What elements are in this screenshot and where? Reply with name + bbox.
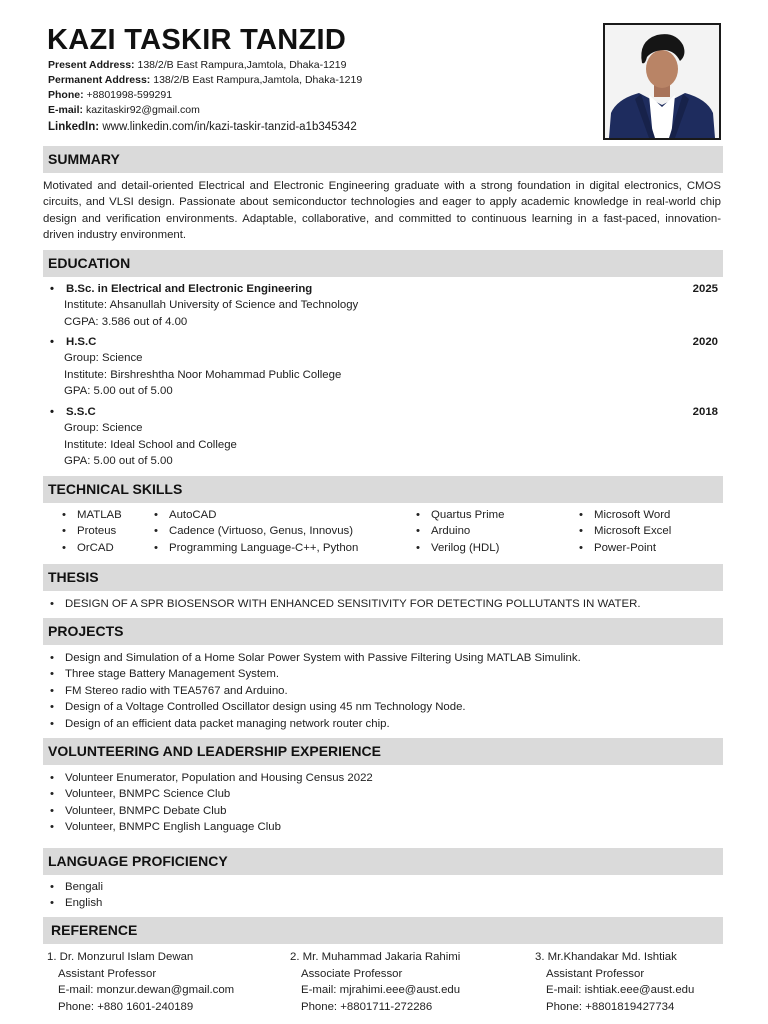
project-label: Three stage Battery Management System. bbox=[65, 668, 279, 681]
present-address-value: 138/2/B East Rampura,Jamtola, Dhaka-1219 bbox=[137, 59, 347, 71]
bullet-icon: • bbox=[50, 598, 54, 610]
reference-phone: Phone: +8801711-272286 bbox=[301, 1000, 433, 1013]
language-label: English bbox=[65, 897, 103, 910]
education-detail: Group: Science bbox=[64, 352, 143, 365]
bullet-icon: • bbox=[154, 541, 158, 554]
bullet-icon: • bbox=[50, 684, 54, 697]
skill-label: Microsoft Word bbox=[594, 509, 671, 521]
project-label: Design of a Voltage Controlled Oscillator design using 45 nm Technology Node. bbox=[65, 701, 466, 714]
skills-heading: TECHNICAL SKILLS bbox=[43, 476, 723, 503]
list-item bbox=[48, 895, 720, 911]
skill-item bbox=[414, 540, 504, 556]
reference-number: 3. bbox=[535, 951, 545, 963]
bullet-icon: • bbox=[50, 804, 54, 817]
skill-label: Proteus bbox=[77, 525, 117, 538]
bullet-icon: • bbox=[50, 668, 54, 681]
list-item bbox=[48, 803, 720, 819]
education-year: 2018 bbox=[692, 406, 718, 418]
present-address-label: Present Address: bbox=[48, 59, 135, 71]
list-item bbox=[48, 650, 720, 666]
bullet-icon: • bbox=[416, 509, 420, 521]
reference-item bbox=[47, 949, 277, 1015]
list-item bbox=[48, 879, 720, 895]
reference-number: 2. bbox=[290, 951, 300, 963]
reference-title: Assistant Professor bbox=[546, 967, 645, 980]
education-degree: B.Sc. in Electrical and Electronic Engineering bbox=[66, 283, 313, 295]
project-label: Design of an efficient data packet managing network router chip. bbox=[65, 717, 390, 730]
skills-column bbox=[60, 507, 122, 556]
bullet-icon: • bbox=[50, 881, 54, 893]
education-detail: Institute: Birshreshtha Noor Mohammad Public College bbox=[64, 368, 342, 381]
phone-label: Phone: bbox=[48, 89, 84, 101]
education-year: 2025 bbox=[692, 283, 718, 295]
list-item bbox=[48, 666, 720, 682]
skill-label: Programming Language-C++, Python bbox=[169, 541, 359, 554]
reference-phone: Phone: +8801819427734 bbox=[546, 1000, 675, 1013]
reference-phone: Phone: +880 1601-240189 bbox=[58, 1000, 194, 1013]
bullet-icon: • bbox=[62, 525, 66, 538]
summary-heading: SUMMARY bbox=[43, 146, 723, 173]
skills-column bbox=[414, 507, 504, 556]
phone-value: +8801998-599291 bbox=[86, 89, 173, 101]
linkedin-link[interactable]: www.linkedin.com/in/kazi-taskir-tanzid-a1b345342 bbox=[102, 121, 357, 133]
skill-item bbox=[577, 507, 671, 523]
skill-label: Microsoft Excel bbox=[594, 525, 672, 538]
bullet-icon: • bbox=[62, 541, 66, 554]
skill-label: MATLAB bbox=[77, 509, 122, 521]
bullet-icon: • bbox=[579, 509, 583, 521]
reference-item bbox=[535, 949, 765, 1015]
bullet-icon: • bbox=[50, 717, 54, 730]
thesis-list bbox=[48, 596, 720, 612]
education-item-header bbox=[48, 334, 720, 350]
bullet-icon: • bbox=[50, 701, 54, 714]
languages-list bbox=[48, 879, 720, 912]
skill-label: Arduino bbox=[431, 525, 471, 538]
email-label: E-mail: bbox=[48, 104, 84, 116]
reference-name: Mr. Muhammad Jakaria Rahimi bbox=[302, 951, 461, 963]
volunteering-label: Volunteer Enumerator, Population and Housing Census 2022 bbox=[65, 772, 373, 784]
skill-item bbox=[577, 540, 671, 556]
reference-name-line bbox=[535, 949, 765, 966]
skill-label: Cadence (Virtuoso, Genus, Innovus) bbox=[169, 525, 354, 538]
skill-item bbox=[414, 507, 504, 523]
email-value[interactable]: kazitaskir92@gmail.com bbox=[85, 104, 200, 116]
phone bbox=[48, 88, 588, 103]
skill-label: Quartus Prime bbox=[431, 509, 505, 521]
education-item bbox=[48, 404, 720, 470]
list-item bbox=[48, 596, 720, 612]
thesis-title: DESIGN OF A SPR BIOSENSOR WITH ENHANCED SENSITIVITY FOR DETECTING POLLUTANTS IN WATER. bbox=[65, 598, 641, 610]
list-item bbox=[48, 819, 720, 835]
volunteering-label: Volunteer, BNMPC English Language Club bbox=[65, 821, 281, 834]
list-item bbox=[48, 786, 720, 802]
bullet-icon: • bbox=[50, 897, 54, 910]
reference-name: Mr.Khandakar Md. Ishtiak bbox=[547, 951, 677, 963]
skills-column bbox=[152, 507, 358, 556]
education-year: 2020 bbox=[692, 336, 718, 348]
skill-label: Power-Point bbox=[594, 541, 657, 554]
skill-item bbox=[577, 523, 671, 539]
list-item bbox=[48, 770, 720, 786]
projects-heading: PROJECTS bbox=[43, 618, 723, 645]
bullet-icon: • bbox=[50, 336, 54, 348]
education-detail: GPA: 5.00 out of 5.00 bbox=[64, 385, 173, 398]
bullet-icon: • bbox=[154, 525, 158, 538]
bullet-icon: • bbox=[50, 652, 54, 664]
bullet-icon: • bbox=[154, 509, 158, 521]
permanent-address bbox=[48, 73, 588, 88]
linkedin-label: LinkedIn: bbox=[48, 121, 100, 133]
skill-label: Verilog (HDL) bbox=[431, 541, 500, 554]
candidate-name: KAZI TASKIR TANZID bbox=[47, 24, 347, 56]
projects-list bbox=[48, 650, 720, 732]
bullet-icon: • bbox=[50, 821, 54, 834]
reference-heading: REFERENCE bbox=[43, 917, 723, 944]
present-address bbox=[48, 58, 588, 73]
skill-item bbox=[152, 523, 358, 539]
skill-item bbox=[414, 523, 504, 539]
list-item bbox=[48, 716, 720, 732]
skill-item bbox=[60, 507, 122, 523]
languages-heading: LANGUAGE PROFICIENCY bbox=[43, 848, 723, 875]
permanent-address-label: Permanent Address: bbox=[48, 74, 151, 86]
skill-label: OrCAD bbox=[77, 541, 114, 554]
bullet-icon: • bbox=[416, 525, 420, 538]
reference-name-line bbox=[290, 949, 520, 966]
education-item bbox=[48, 334, 720, 400]
contact-block bbox=[48, 58, 588, 135]
reference-title: Associate Professor bbox=[301, 967, 403, 980]
reference-email[interactable]: E-mail: mjrahimi.eee@aust.edu bbox=[301, 984, 461, 996]
bullet-icon: • bbox=[50, 788, 54, 801]
skill-item bbox=[60, 523, 122, 539]
bullet-icon: • bbox=[579, 525, 583, 538]
bullet-icon: • bbox=[416, 541, 420, 554]
education-degree: S.S.C bbox=[66, 406, 96, 418]
bullet-icon: • bbox=[50, 406, 54, 418]
volunteering-label: Volunteer, BNMPC Science Club bbox=[65, 788, 231, 801]
profile-photo-illustration bbox=[605, 25, 719, 138]
education-detail: Institute: Ahsanullah University of Science and Technology bbox=[64, 299, 359, 312]
summary-text: Motivated and detail-oriented Electrical and Electronic Engineering graduate with a strong foundation in digital electronics, CMOS circuits, and VLSI design. Passionate about semiconductor technologies and eager to apply academic knowledge in real-world chip design and verification environments. Adaptable, collaborative, and committed to continuous learning in a fast-paced, innovation-driven industry environment. bbox=[43, 180, 721, 242]
volunteering-label: Volunteer, BNMPC Debate Club bbox=[65, 804, 227, 817]
bullet-icon: • bbox=[50, 772, 54, 784]
permanent-address-value: 138/2/B East Rampura,Jamtola, Dhaka-1219 bbox=[153, 74, 363, 86]
education-detail: Institute: Ideal School and College bbox=[64, 438, 237, 451]
reference-item bbox=[290, 949, 520, 1015]
list-item bbox=[48, 683, 720, 699]
education-heading: EDUCATION bbox=[43, 250, 723, 277]
education-detail: CGPA: 3.586 out of 4.00 bbox=[64, 315, 188, 328]
bullet-icon: • bbox=[50, 283, 54, 295]
linkedin bbox=[48, 119, 588, 135]
bullet-icon: • bbox=[579, 541, 583, 554]
education-degree: H.S.C bbox=[66, 336, 97, 348]
reference-title: Assistant Professor bbox=[58, 967, 157, 980]
skill-label: AutoCAD bbox=[169, 509, 217, 521]
volunteering-heading: VOLUNTEERING AND LEADERSHIP EXPERIENCE bbox=[43, 738, 723, 765]
profile-photo bbox=[603, 23, 721, 140]
list-item bbox=[48, 699, 720, 715]
email bbox=[48, 103, 588, 118]
education-item-header bbox=[48, 281, 720, 297]
language-label: Bengali bbox=[65, 881, 103, 893]
skills-column bbox=[577, 507, 671, 556]
education-item-header bbox=[48, 404, 720, 420]
project-label: FM Stereo radio with TEA5767 and Arduino. bbox=[65, 684, 288, 697]
reference-email[interactable]: E-mail: ishtiak.eee@aust.edu bbox=[546, 984, 695, 996]
bullet-icon: • bbox=[62, 509, 66, 521]
skill-item bbox=[60, 540, 122, 556]
project-label: Design and Simulation of a Home Solar Power System with Passive Filtering Using MATLAB Simulink. bbox=[65, 652, 581, 664]
education-detail: GPA: 5.00 out of 5.00 bbox=[64, 455, 173, 468]
education-detail: Group: Science bbox=[64, 422, 143, 435]
skill-item bbox=[152, 507, 358, 523]
volunteering-list bbox=[48, 770, 720, 836]
reference-number: 1. bbox=[47, 951, 57, 963]
reference-email[interactable]: E-mail: monzur.dewan@gmail.com bbox=[58, 984, 235, 996]
thesis-heading: THESIS bbox=[43, 564, 723, 591]
education-item bbox=[48, 281, 720, 330]
reference-name-line bbox=[47, 949, 277, 966]
skill-item bbox=[152, 540, 358, 556]
reference-name: Dr. Monzurul Islam Dewan bbox=[59, 951, 194, 963]
